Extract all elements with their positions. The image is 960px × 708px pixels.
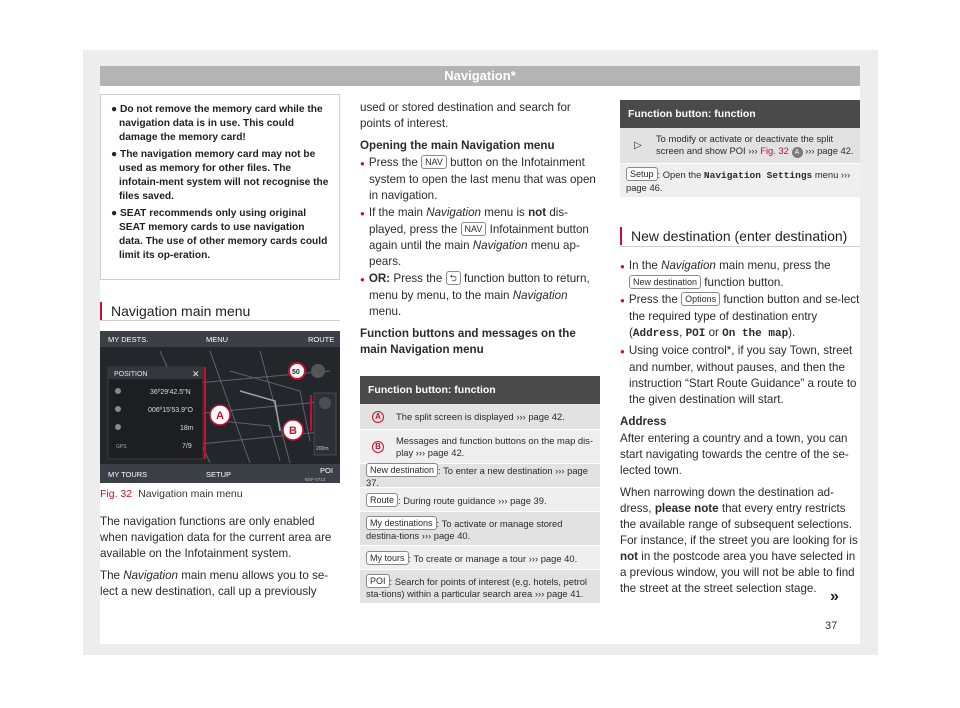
figure-navigation-screen (100, 331, 340, 483)
paragraph: The Navigation main menu allows you to se-lect a new destination, call up a previously (100, 569, 329, 598)
setup-key: Setup (626, 167, 658, 181)
screen-label-my-dests: MY DESTS. (108, 335, 149, 344)
section-title-main-menu: Navigation main menu (100, 302, 250, 320)
callout-b: B (289, 425, 297, 437)
subheading: Opening the main Navigation menu (360, 139, 555, 152)
screen-label-menu: MENU (206, 335, 229, 344)
warning-item: ● SEAT recommends only using original SEAT memory cards to use navigation data. The use of other memory cards could limit its op-eration. (111, 208, 328, 261)
satellites-value: 7/9 (182, 443, 192, 450)
warning-item: ● The navigation memory card may not be used as memory for other files. The infotain-ment system will not recognise the files saved. (111, 149, 329, 202)
callout-a-icon: A (792, 147, 803, 158)
continued-marker: » (830, 588, 839, 605)
column-2-body (360, 100, 600, 364)
nav-key: NAV (461, 222, 487, 236)
table-row: New destination : To enter a new destination ››› page 37. (360, 464, 600, 488)
paragraph: When narrowing down the destination ad-dress, please note that every entry restricts the available range of subsequent selections. For instance, if the street you are looking for is not in the postcode area you have selected in a previous window, you will not be able to find the street at the street selection stage. (620, 486, 858, 595)
screen-label-poi: POI (320, 466, 333, 475)
table-header: Function button: function (360, 376, 600, 404)
my-destinations-key: My destinations (366, 516, 437, 530)
bullet-item: ● Press the NAV button on the Infotainment system to open the last menu that was open in navigation. (360, 155, 600, 204)
longitude-value: 006º15'53.9"O (148, 407, 193, 414)
table-row: POI : Search for points of interest (e.g. hotels, petrol sta-tions) within a particular search area ››› page 41. (360, 570, 600, 604)
new-destination-key: New destination (366, 463, 438, 477)
table-row: My destinations : To activate or manage stored destina-tions ››› page 40. (360, 512, 600, 546)
my-tours-key: My tours (366, 551, 409, 565)
bullet-item: ● If the main Navigation menu is not dis-played, press the NAV Infotainment button again until the main Navigation menu ap-pears. (360, 205, 600, 270)
section-rule (100, 320, 340, 321)
bullet-item: ● Press the Options function button and se-lect the required type of destination entry (Address, POI or On the map). (620, 292, 860, 342)
function-table-2 (620, 100, 860, 198)
panel-title: POSITION (114, 371, 148, 378)
poi-key: POI (366, 574, 390, 588)
gps-label: GPS (116, 444, 127, 450)
figure-code: BSF-0713 (305, 477, 326, 482)
warning-box (100, 94, 340, 280)
new-destination-key: New destination (629, 275, 701, 289)
screen-label-my-tours: MY TOURS (108, 470, 148, 479)
scale-label: 200m (316, 446, 329, 452)
table-row: My tours : To create or manage a tour ››› page 40. (360, 546, 600, 570)
page-content (100, 86, 860, 644)
callout-a-icon: A (372, 411, 384, 423)
column-3-body (620, 258, 860, 603)
warning-item: ● Do not remove the memory card while the navigation data is in use. This could damage the memory card! (111, 104, 323, 143)
page-number: 37 (825, 620, 838, 632)
subheading: Function buttons and messages on the main Navigation menu (360, 327, 576, 356)
bullet-item: ● Using voice control*, if you say Town, street and number, without pauses, and then the instruction “Start Route Guidance” a route to the given destination will start. (620, 343, 860, 408)
bullet-item: ● In the Navigation main menu, press the New destination function button. (620, 258, 860, 291)
close-icon: ✕ (192, 369, 200, 379)
bullet-item: ● OR: Press the ⮌ function button to return, menu by menu, to the main Navigation menu. (360, 271, 600, 320)
latitude-value: 36º29'42.5"N (150, 389, 191, 396)
route-key: Route (366, 493, 398, 507)
paragraph: used or stored destination and search for points of interest. (360, 101, 571, 130)
section-rule (620, 246, 860, 247)
altitude-value: 18m (180, 425, 194, 432)
screen-label-setup: SETUP (206, 470, 232, 479)
options-key: Options (681, 292, 720, 306)
screen-label-route: ROUTE (308, 335, 335, 344)
callout-a: A (216, 410, 224, 422)
table-row: Setup : Open the Navigation Settings menu ››› page 46. (620, 164, 860, 198)
back-icon: ⮌ (446, 271, 461, 285)
page-header: Navigation* (100, 66, 860, 86)
table-header: Function button: function (620, 100, 860, 128)
speed-limit-sign: 50 (292, 369, 300, 376)
navigation-screen-illustration (100, 331, 340, 483)
nav-key: NAV (421, 155, 447, 169)
table-row: A The split screen is displayed ››› page 42. (360, 404, 600, 430)
paragraph: After entering a country and a town, you can start navigating towards the centre of the se-lected town. (620, 432, 849, 477)
column-1-body (100, 514, 340, 606)
table-row: ▷ To modify or activate or deactivate the split screen and show POI ››› Fig. 32 A ››› page 42. (620, 128, 860, 164)
table-row: B Messages and function buttons on the map dis-play ››› page 42. (360, 430, 600, 464)
paragraph: The navigation functions are only enabled when navigation data for the current area are available on the Infotainment system. (100, 515, 332, 560)
figure-caption: Fig. 32 Navigation main menu (100, 488, 243, 500)
section-title-new-destination: New destination (enter destination) (620, 227, 847, 245)
table-row: Route : During route guidance ››› page 39. (360, 488, 600, 512)
function-table-1 (360, 376, 600, 604)
subheading: Address (620, 415, 667, 428)
callout-b-icon: B (372, 441, 384, 453)
play-icon: ▷ (634, 139, 642, 151)
